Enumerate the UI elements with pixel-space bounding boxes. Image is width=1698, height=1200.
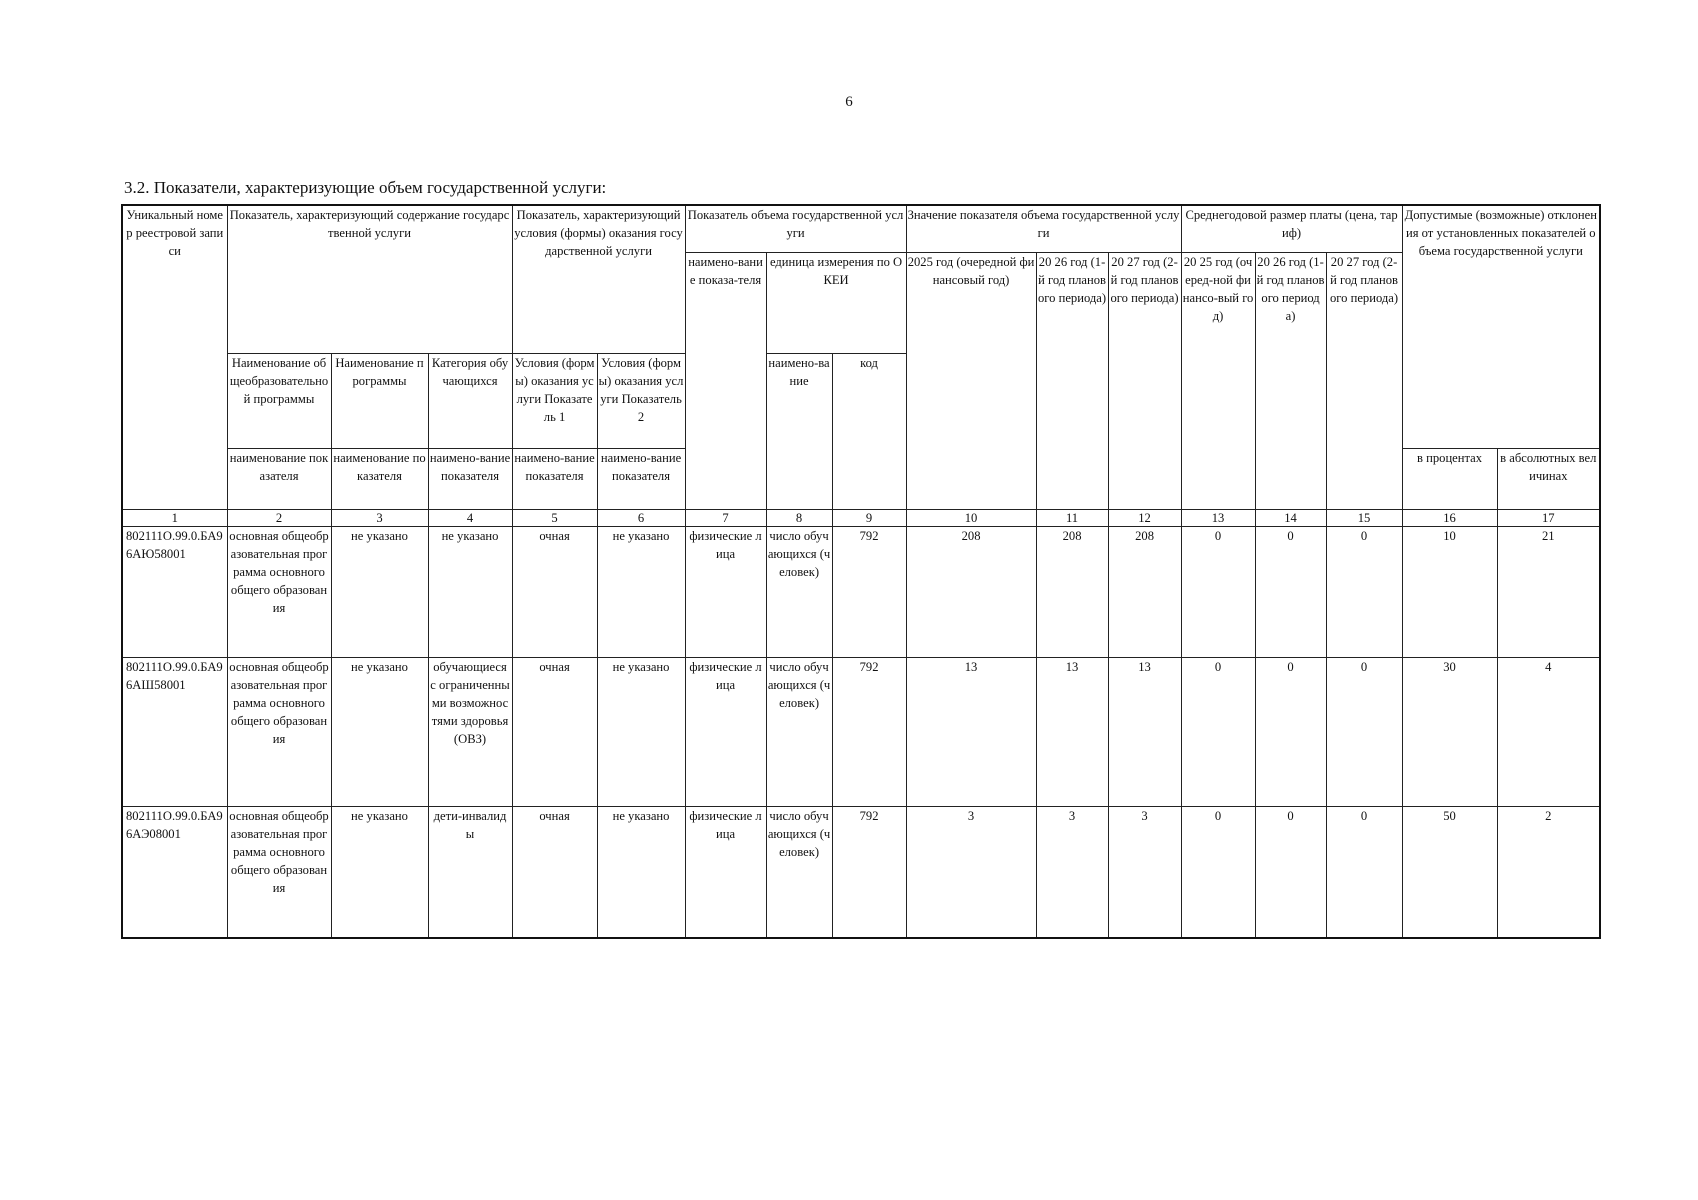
category-cell: дети-инвалиды	[428, 807, 512, 939]
registry-code: 802111О.99.0.БА96АЮ58001	[122, 527, 227, 658]
header-program: Наименование программы	[331, 354, 428, 449]
value-2027-cell: 13	[1108, 658, 1181, 807]
header-student-category: Категория обучающихся	[428, 354, 512, 449]
form-cell: очная	[512, 658, 597, 807]
header-year-2025: 2025 год (очередной финансовый год)	[906, 253, 1036, 510]
fee-2025-cell: 0	[1181, 527, 1255, 658]
header-unit-okei: единица измерения по ОКЕИ	[766, 253, 906, 354]
fee-2027-cell: 0	[1326, 527, 1402, 658]
column-number: 17	[1497, 510, 1600, 527]
form-cell: очная	[512, 807, 597, 939]
header-unit-code: код	[832, 354, 906, 510]
condition-2-cell: не указано	[597, 807, 685, 939]
header-allowed-deviation: Допустимые (возможные) отклонения от установленных показателей объема государственной услуги	[1402, 205, 1600, 449]
program-cell: основная общеобразовательная программа основного общего образования	[227, 527, 331, 658]
indicator-cell: физические лица	[685, 527, 766, 658]
program-name-cell: не указано	[331, 658, 428, 807]
category-cell: не указано	[428, 527, 512, 658]
column-number: 3	[331, 510, 428, 527]
deviation-percent-cell: 50	[1402, 807, 1497, 939]
column-number-row	[122, 510, 1600, 527]
header-volume-indicator: Показатель объема государственной услуги	[685, 205, 906, 253]
condition-2-cell: не указано	[597, 658, 685, 807]
column-number: 7	[685, 510, 766, 527]
deviation-absolute-cell: 4	[1497, 658, 1600, 807]
value-2026-cell: 3	[1036, 807, 1108, 939]
column-number: 10	[906, 510, 1036, 527]
column-number: 13	[1181, 510, 1255, 527]
header-fee-2027: 20 27 год (2-й год планового периода)	[1326, 253, 1402, 510]
column-number: 9	[832, 510, 906, 527]
fee-2027-cell: 0	[1326, 658, 1402, 807]
deviation-absolute-cell: 21	[1497, 527, 1600, 658]
form-cell: очная	[512, 527, 597, 658]
unit-cell: число обучающихся (человек)	[766, 527, 832, 658]
header-condition-2: Условия (формы) оказания услуги Показатель 2	[597, 354, 685, 449]
fee-2026-cell: 0	[1255, 807, 1326, 939]
header-indicator-name-3: наименование показателя	[331, 449, 428, 510]
header-fee-2026: 20 26 год (1-й год планового периода)	[1255, 253, 1326, 510]
fee-2026-cell: 0	[1255, 658, 1326, 807]
column-number: 4	[428, 510, 512, 527]
column-number: 5	[512, 510, 597, 527]
column-number: 11	[1036, 510, 1108, 527]
deviation-percent-cell: 30	[1402, 658, 1497, 807]
value-2025-cell: 208	[906, 527, 1036, 658]
deviation-percent-cell: 10	[1402, 527, 1497, 658]
header-condition-1: Условия (формы) оказания услуги Показатель 1	[512, 354, 597, 449]
okei-code-cell: 792	[832, 527, 906, 658]
header-indicator-name: наимено-вание показа-теля	[685, 253, 766, 510]
program-cell: основная общеобразовательная программа основного общего образования	[227, 807, 331, 939]
header-registry-number: Уникальный номер реестровой записи	[122, 205, 227, 510]
page-number: 6	[845, 94, 853, 110]
column-number: 15	[1326, 510, 1402, 527]
header-year-2027: 20 27 год (2-й год планового периода)	[1108, 253, 1181, 510]
header-year-2026: 20 26 год (1-й год планового периода)	[1036, 253, 1108, 510]
volume-indicators-table	[121, 204, 1601, 939]
column-number: 12	[1108, 510, 1181, 527]
header-deviation-percent: в процентах	[1402, 449, 1497, 510]
column-number: 1	[122, 510, 227, 527]
header-fee-2025: 20 25 год (очеред-ной финансо-вый год)	[1181, 253, 1255, 510]
header-deviation-absolute: в абсолютных величинах	[1497, 449, 1600, 510]
header-indicator-name-6: наимено-вание показателя	[597, 449, 685, 510]
header-indicator-name-5: наимено-вание показателя	[512, 449, 597, 510]
value-2026-cell: 13	[1036, 658, 1108, 807]
header-average-fee: Среднегодовой размер платы (цена, тариф)	[1181, 205, 1402, 253]
column-number: 8	[766, 510, 832, 527]
value-2027-cell: 208	[1108, 527, 1181, 658]
column-number: 6	[597, 510, 685, 527]
header-indicator-name-4: наимено-вание показателя	[428, 449, 512, 510]
indicator-cell: физические лица	[685, 658, 766, 807]
program-cell: основная общеобразовательная программа основного общего образования	[227, 658, 331, 807]
column-number: 14	[1255, 510, 1326, 527]
value-2027-cell: 3	[1108, 807, 1181, 939]
registry-code: 802111О.99.0.БА96АЭ08001	[122, 807, 227, 939]
section-title: 3.2. Показатели, характеризующие объем государственной услуги:	[124, 178, 607, 197]
condition-2-cell: не указано	[597, 527, 685, 658]
column-number: 16	[1402, 510, 1497, 527]
header-indicator-name-2: наименование показателя	[227, 449, 331, 510]
okei-code-cell: 792	[832, 658, 906, 807]
unit-cell: число обучающихся (человек)	[766, 658, 832, 807]
header-unit-name: наимено-вание	[766, 354, 832, 510]
unit-cell: число обучающихся (человек)	[766, 807, 832, 939]
header-program-name: Наименование общеобразовательной программы	[227, 354, 331, 449]
value-2025-cell: 3	[906, 807, 1036, 939]
program-name-cell: не указано	[331, 527, 428, 658]
fee-2025-cell: 0	[1181, 807, 1255, 939]
column-number: 2	[227, 510, 331, 527]
okei-code-cell: 792	[832, 807, 906, 939]
header-volume-value: Значение показателя объема государственной услуги	[906, 205, 1181, 253]
registry-code: 802111О.99.0.БА96АШ58001	[122, 658, 227, 807]
deviation-absolute-cell: 2	[1497, 807, 1600, 939]
category-cell: обучающиеся с ограниченными возможностями здоровья (ОВЗ)	[428, 658, 512, 807]
table-row	[122, 807, 1600, 939]
fee-2026-cell: 0	[1255, 527, 1326, 658]
program-name-cell: не указано	[331, 807, 428, 939]
header-conditions-indicator: Показатель, характеризующий условия (формы) оказания государственной услуги	[512, 205, 685, 354]
indicator-cell: физические лица	[685, 807, 766, 939]
fee-2025-cell: 0	[1181, 658, 1255, 807]
table-row	[122, 658, 1600, 807]
header-content-indicator: Показатель, характеризующий содержание государственной услуги	[227, 205, 512, 354]
value-2026-cell: 208	[1036, 527, 1108, 658]
fee-2027-cell: 0	[1326, 807, 1402, 939]
table-row	[122, 527, 1600, 658]
value-2025-cell: 13	[906, 658, 1036, 807]
